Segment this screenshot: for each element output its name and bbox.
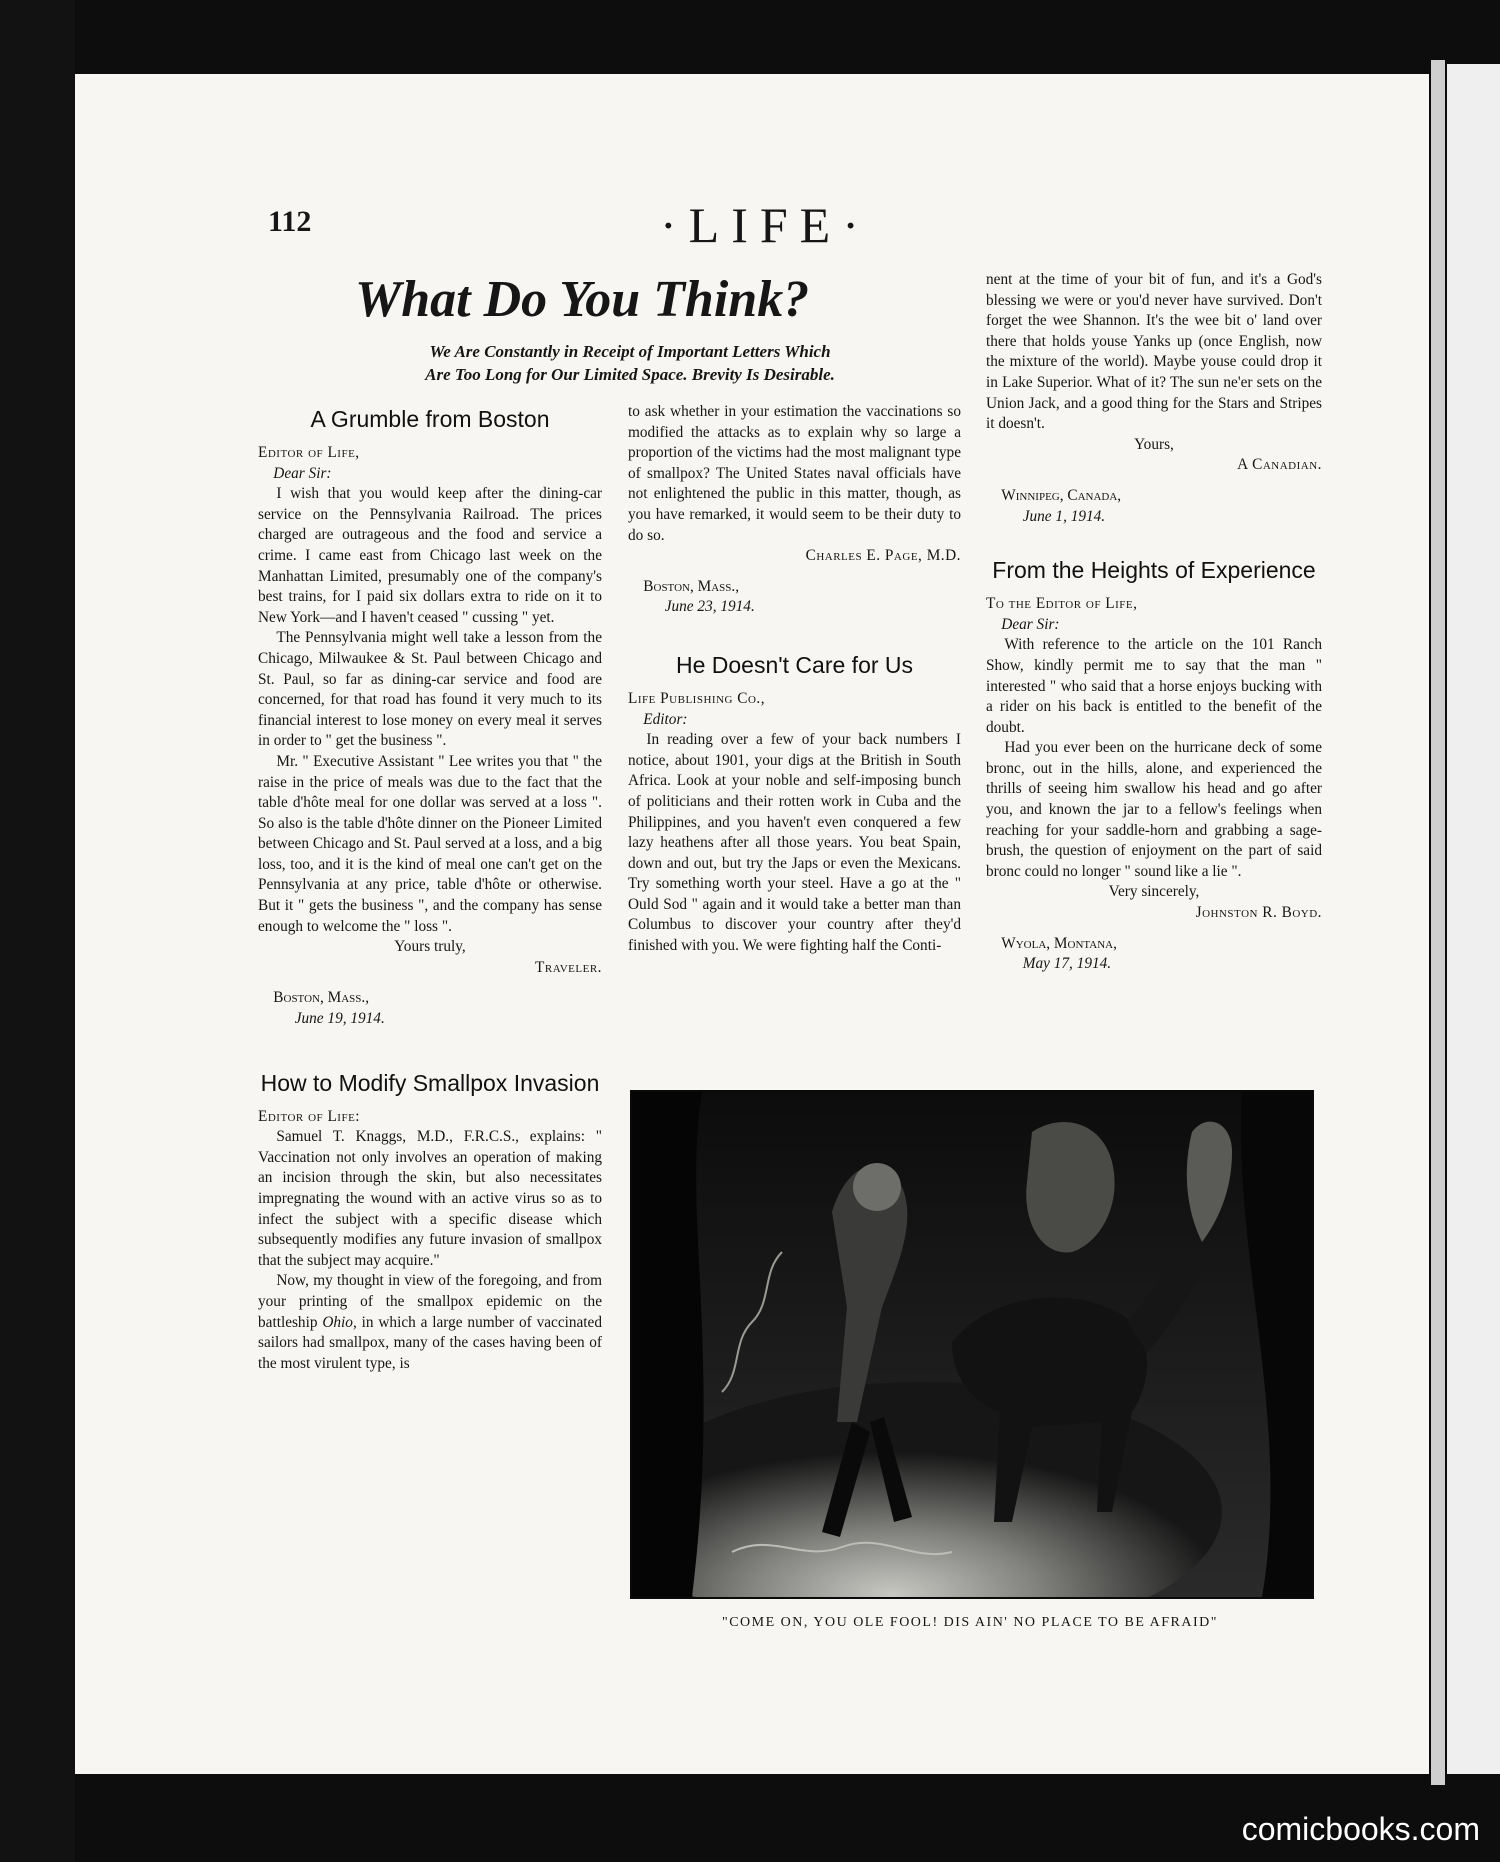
letter-closing: Yours truly, bbox=[394, 938, 466, 956]
paragraph-text: Now, my thought in view of the foregoing, and from your printing of the smallpox epidemic on the battleship bbox=[258, 1272, 602, 1331]
letter-paragraph: I wish that you would keep after the dining-car service on the Pennsylvania Railroad. The prices charged are outrageous and the food and service a crime. I came east from Chicago last week on the Manhattan Limited, presumably one of the company's best trains, for I paid six dollars extra to ride on it to New York—and I haven't ceased " cussing " yet. bbox=[258, 485, 602, 626]
letter-date: June 19, 1914. bbox=[294, 1010, 385, 1028]
letter-signature: A Canadian. bbox=[1237, 456, 1322, 474]
letter-title: A Grumble from Boston bbox=[310, 406, 550, 432]
letter-date: May 17, 1914. bbox=[1022, 955, 1112, 973]
section-headline: What Do You Think? bbox=[355, 271, 810, 328]
letter-paragraph-continued: nent at the time of your bit of fun, and it's a God's blessing we were or you'd never have survived. Don't forget the wee Shannon. It's the wee bit o' land over there that holds youse Yanks up (once English, now the mixture of the world). Maybe youse could drop it in Lake Superior. What of it? The sun ne'er sets on the Union Jack, and a good thing for the Stars and Stripes it doesn't. bbox=[986, 271, 1322, 433]
scan-border-left bbox=[0, 0, 75, 1862]
letter-date: June 23, 1914. bbox=[664, 598, 755, 616]
column-3 bbox=[986, 270, 1322, 975]
letter-salutation: Dear Sir: bbox=[273, 464, 332, 482]
letter-signature: Charles E. Page, M.D. bbox=[805, 547, 961, 565]
page-gutter-edge bbox=[1431, 60, 1445, 1785]
site-watermark: comicbooks.com bbox=[1241, 1811, 1480, 1847]
subhead-line-2: Are Too Long for Our Limited Space. Brevity Is Desirable. bbox=[425, 365, 835, 384]
illustration bbox=[630, 1090, 1314, 1599]
letter-place: Winnipeg, Canada, bbox=[1001, 486, 1122, 504]
letter-place: Boston, Mass., bbox=[643, 577, 740, 595]
letter-signature: Johnston R. Boyd. bbox=[1195, 904, 1322, 922]
letter-title: How to Modify Smallpox Invasion bbox=[260, 1069, 600, 1096]
ship-name: Ohio bbox=[322, 1313, 353, 1331]
letter-addressee: Editor of Life: bbox=[258, 1107, 361, 1125]
letter-place: Wyola, Montana, bbox=[1001, 934, 1117, 952]
illustration-caption: "COME ON, YOU OLE FOOL! DIS AIN' NO PLACE TO BE AFRAID" bbox=[722, 1615, 1218, 1630]
column-1 bbox=[258, 406, 602, 1374]
letter-paragraph: Mr. " Executive Assistant " Lee writes you that " the raise in the price of meals was due to the fact that the table d'hôte meal for one dollar was served at a loss ". So also is the table d'hôte dinner on the Pioneer Limited between Chicago and St. Paul served at a loss, and a big loss, too, and it is the kind of meal one can't get on the Pennsylvania at any price, table d'hôte or otherwise. But it " gets the business ", and the company has sense enough to welcome the " loss ". bbox=[258, 752, 602, 935]
letter-signature: Traveler. bbox=[535, 958, 602, 976]
letter-salutation: Dear Sir: bbox=[1001, 615, 1060, 633]
masthead: ·LIFE· bbox=[660, 197, 871, 253]
letter-paragraph: Samuel T. Knaggs, M.D., F.R.C.S., explains: " Vaccination not only involves an operation of making an incision through the skin, but also necessitates impregnating the wound with an active virus so as to infect the subject with a specific disease which subsequently modifies any future invasion of smallpox that the subject may acquire." bbox=[258, 1128, 602, 1269]
letter-title: From the Heights of Experience bbox=[992, 557, 1316, 584]
letter-date: June 1, 1914. bbox=[1022, 507, 1106, 525]
letter-closing: Yours, bbox=[1134, 435, 1174, 453]
illustration-drawing bbox=[632, 1092, 1312, 1597]
letter-salutation: Editor: bbox=[643, 710, 688, 728]
letter-paragraph: The Pennsylvania might well take a lesson from the Chicago, Milwaukee & St. Paul between Chicago and St. Paul, so far as dining-car service and food are concerned, for that road has found it very much to its financial interest to lose money on every meal it serves in order to " get the business ". bbox=[258, 629, 602, 750]
section-subhead bbox=[360, 340, 900, 386]
letter-closing: Very sincerely, bbox=[1108, 883, 1200, 901]
letter-addressee: To the Editor of Life, bbox=[986, 595, 1138, 613]
letter-addressee: Life Publishing Co., bbox=[628, 689, 766, 707]
letter-paragraph: In reading over a few of your back numbers I notice, about 1901, your digs at the British in South Africa. Look at your noble and self-imposing bunch of politicians and their rotten work in Cuba and the Philippines, and you haven't even conquered a few lazy heathens after all those years. You beat Spain, down and out, but try the Japs or even the Mexicans. Try something worth your steel. Have a go at the " Ould Sod " again and it would take a better man than Columbus to discover your country after they'd finished with you. We were fighting half the Conti- bbox=[628, 731, 961, 955]
column-2 bbox=[628, 402, 961, 957]
letter-place: Boston, Mass., bbox=[273, 989, 370, 1007]
paragraph-text: , in which a large number of vaccinated sailors had smallpox, many of the cases having been of the most virulent type, is bbox=[258, 1313, 602, 1372]
page-number: 112 bbox=[268, 205, 312, 238]
letter-paragraph-continued: to ask whether in your estimation the vaccinations so modified the attacks as to explain why so large a proportion of the victims had the most malignant type of smallpox? The United States naval officials have not enlightened the public in this matter, though, as you have remarked, it would seem to be their duty to do so. bbox=[628, 403, 961, 544]
letter-paragraph: Had you ever been on the hurricane deck of some bronc, out in the hills, alone, and experienced the thrills of seeing him swallow his head and go after you, and known the jar to a fellow's feelings when reaching for your saddle-horn and grabbing a sage-brush, the question of enjoyment on the part of said bronc could no longer " sound like a lie ". bbox=[986, 739, 1322, 880]
letter-title: He Doesn't Care for Us bbox=[675, 651, 914, 678]
adjacent-page-edge bbox=[1447, 64, 1500, 1774]
subhead-line-1: We Are Constantly in Receipt of Important Letters Which bbox=[429, 342, 831, 361]
letter-paragraph bbox=[258, 1271, 602, 1374]
letter-addressee: Editor of Life, bbox=[258, 444, 360, 461]
letter-paragraph: With reference to the article on the 101 Ranch Show, kindly permit me to say that the man " interested " who said that a horse enjoys bucking with a rider on his back is entitled to the benefit of the doubt. bbox=[986, 636, 1322, 736]
